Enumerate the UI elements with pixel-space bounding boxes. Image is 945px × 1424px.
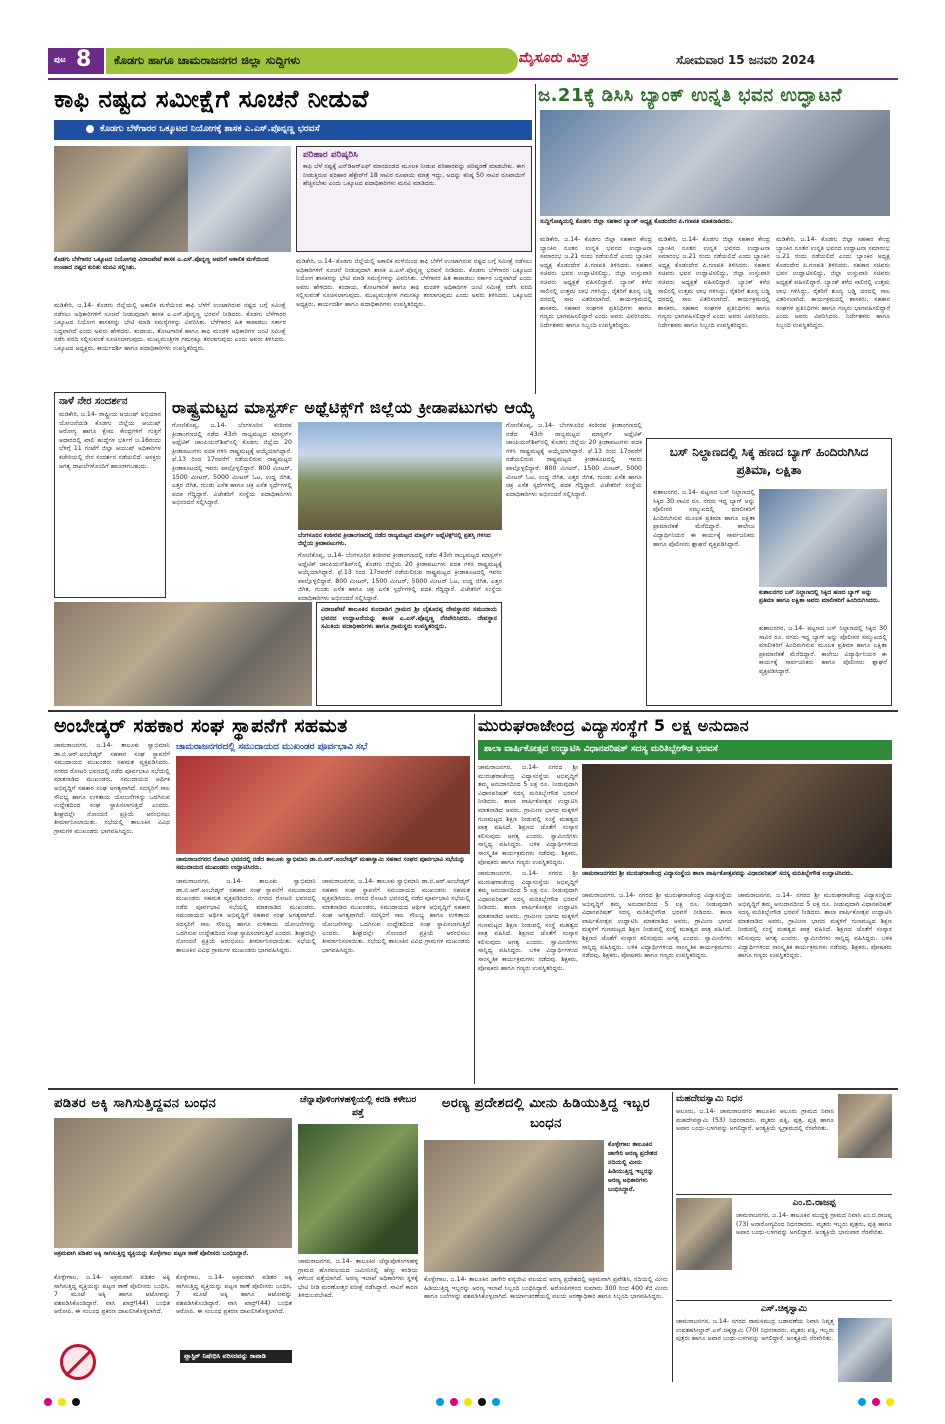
story6-caption: ಚಾಮರಾಜನಗರದ ರೋಟರಿ ಭವನದಲ್ಲಿ ನಡೆದ ತಾಲೂಕು ಸ್ವಾಭಿಮಾನಿ ಡಾ.ಬಿ.ಆರ್.ಅಂಬೇಡ್ಕರ್ ಮಹಾಸ್ವಾಮಿ ಸಹಕಾರ ಸಂಘದ ಪೂರ್ವಭಾವಿ ಸಭೆಯನ್ನು ಸಮುದಾಯದ ಮುಖಂಡರು ಉದ್ಘಾಟಿಸಿದರು. bbox=[176, 856, 466, 871]
cyan-dot-icon bbox=[492, 1398, 500, 1406]
registration-marks bbox=[436, 1398, 510, 1408]
bullet-icon bbox=[86, 125, 94, 133]
obit-rule bbox=[676, 1194, 892, 1195]
story1-subhead-bar bbox=[54, 120, 532, 140]
obituary-1-photo bbox=[838, 1094, 892, 1158]
story8-body-col2: ಕೊಳ್ಳೇಗಾಲ, ಜ.14- ಅಕ್ರಮವಾಗಿ ಪಡಿತರ ಅಕ್ಕಿ ಸಾಗಿಸುತ್ತಿದ್ದ ವ್ಯಕ್ತಿಯನ್ನು ಪಟ್ಟಣ ಠಾಣೆ ಪೊಲೀಸರು ಬಂಧಿಸಿ, 7 ಮೂಟೆ ಅಕ್ಕಿ ಹಾಗೂ ಆಟೋವನ್ನು ವಶಪಡಿಸಿಕೊಂಡಿದ್ದಾರೆ. ವಾಸಿ ಖಾದ್ರ್(44) ಬಂಧಿತ ಆರೋಪಿ. ಈ ಸಂಬಂಧ ಪ್ರಕರಣ ದಾಖಲಿಸಿಕೊಳ್ಳಲಾಗಿದೆ. bbox=[176, 1274, 292, 1316]
story2-headline: ಜ.21ಕ್ಕೆ ಡಿಸಿಸಿ ಬ್ಯಾಂಕ್ ಉನ್ನತಿ ಭವನ ಉದ್ಘಾಟನೆ bbox=[538, 85, 843, 106]
story8-headline: ಪಡಿತರ ಅಕ್ಕಿ ಸಾಗಿಸುತ್ತಿದ್ದವನ ಬಂಧನ bbox=[54, 1096, 217, 1111]
obituary-3-text: ಚಾಮರಾಜನಗರ, ಜ.14- ನಗರದ ರಾಮಸಮುದ್ರ ಬಡಾವಣೆಯ ನಿವಾಸಿ ನಿವೃತ್ತ ಉಪತಹಸೀಲ್ದಾರ್ ಎಸ್.ಚಿಕ್ಕಸ್ವಾಮಿ (70) ನಿಧನರಾದರು. ಮೃತರು ಪತ್ನಿ, ಇಬ್ಬರು ಪುತ್ರರು ಹಾಗೂ ಅಪಾರ ಬಂಧು-ಬಳಗವನ್ನು ಅಗಲಿದ್ದಾರೆ. ಅಂತ್ಯಕ್ರಿಯೆ ನೆರವೇರಿತು. bbox=[676, 1318, 834, 1343]
story4-inset-box bbox=[316, 602, 502, 706]
story4-headline: ರಾಷ್ಟ್ರಮಟ್ಟದ ಮಾಸ್ಟರ್ಸ್ ಅಥ್ಲೆಟಿಕ್ಸ್‌ಗೆ ಜಿಲ್ಲೆಯ ಕ್ರೀಡಾಪಟುಗಳು ಆಯ್ಕೆ bbox=[172, 398, 536, 417]
no-plastic-icon bbox=[60, 1344, 96, 1380]
story1-caption: ಕೊಡಗು ಬೆಳೆಗಾರರ ಒಕ್ಕೂಟದ ನಿಯೋಗವು ವಿರಾಜಪೇಟೆ ಶಾಸಕ ಎ.ಎಸ್.ಪೊನ್ನಣ್ಣ ಅವರಿಗೆ ಅಕಾಲಿಕ ಮಳೆಯಿಂದ ಉಂಟಾದ ನಷ್ಟದ ಕುರಿತು ಮನವಿ ಸಲ್ಲಿಸಿತು. bbox=[54, 256, 269, 271]
story2-body-col1: ಮಡಿಕೇರಿ, ಜ.14- ಕೊಡಗು ಜಿಲ್ಲಾ ಸಹಕಾರ ಕೇಂದ್ರ ಬ್ಯಾಂಕಿನ ನೂತನ ಉನ್ನತಿ ಭವನದ ಉದ್ಘಾಟನಾ ಸಮಾರಂಭ ಜ.21 ರಂದು ನಡೆಯಲಿದೆ ಎಂದು ಬ್ಯಾಂಕಿನ ಅಧ್ಯಕ್ಷ ಕೊಡಂದೇರ ಪಿ.ಗಣಪತಿ ತಿಳಿಸಿದರು. ಸಹಕಾರ ಸಚಿವರು ಭವನ ಉದ್ಘಾಟಿಸಲಿದ್ದು, ಜಿಲ್ಲಾ ಉಸ್ತುವಾರಿ ಸಚಿವರು ಅಧ್ಯಕ್ಷತೆ ವಹಿಸಲಿದ್ದಾರೆ. ಬ್ಯಾಂಕ್ ಕಳೆದ ಸಾಲಿನಲ್ಲಿ ಉತ್ತಮ ಲಾಭ ಗಳಿಸಿದ್ದು, ರೈತರಿಗೆ ಶೂನ್ಯ ಬಡ್ಡಿ ದರದಲ್ಲಿ ಸಾಲ ವಿತರಿಸಲಾಗಿದೆ. ಕಾರ್ಯಕ್ರಮದಲ್ಲಿ ಶಾಸಕರು, ಸಹಕಾರ ಸಂಘಗಳ ಪ್ರತಿನಿಧಿಗಳು ಹಾಗೂ ಗಣ್ಯರು ಭಾಗವಹಿಸಲಿದ್ದಾರೆ ಎಂದು ಅವರು ವಿವರಿಸಿದರು. ನಿರ್ದೇಶಕರು ಹಾಗೂ ಸಿಬ್ಬಂದಿ ಉಪಸ್ಥಿತರಿದ್ದರು. bbox=[540, 236, 652, 329]
story9-body: ಚಾಮರಾಜನಗರ, ಜ.14- ತಾಲೂಕಿನ ಚೆನ್ನಾಪೊಳಿಂಗಳಹಳ್ಳಿ ಗ್ರಾಮದ ಹೊರವಲಯದ ಜಮೀನಿನಲ್ಲಿ ಹೆಣ್ಣು ಕರಡಿಯ ಕಳೇಬರ ಪತ್ತೆಯಾಗಿದೆ. ಅರಣ್ಯ ಇಲಾಖೆ ಅಧಿಕಾರಿಗಳು ಸ್ಥಳಕ್ಕೆ ಭೇಟಿ ನೀಡಿ ಮರಣೋತ್ತರ ಪರೀಕ್ಷೆ ನಡೆಸಿದ್ದಾರೆ. ಸಾವಿಗೆ ಕಾರಣ ತಿಳಿದುಬರಬೇಕಿದೆ. bbox=[298, 1258, 418, 1300]
story2-caption: ಸುದ್ದಿಗೋಷ್ಠಿಯಲ್ಲಿ ಕೊಡಗು ಜಿಲ್ಲಾ ಸಹಕಾರ ಬ್ಯಾಂಕ್ ಅಧ್ಯಕ್ಷ ಕೊಡಂದೇರ ಪಿ.ಗಣಪತಿ ಮಾತನಾಡಿದರು. bbox=[540, 218, 733, 225]
story1-subhead: ಕೊಡಗು ಬೆಳೆಗಾರರ ಒಕ್ಕೂಟದ ನಿಯೋಗಕ್ಕೆ ಶಾಸಕ ಎ.ಎಸ್.ಪೊನ್ನಣ್ಣ ಭರವಸೆ bbox=[100, 124, 320, 134]
story1-sidebox bbox=[296, 146, 532, 252]
story7-subhead: ಶಾಲಾ ವಾರ್ಷಿಕೋತ್ಸವ ಉದ್ಘಾಟಿಸಿ ವಿಧಾನಪರಿಷತ್ ಸದಸ್ಯ ಮರಿತಿಬ್ಬೇಗೌಡ ಭರವಸೆ bbox=[484, 744, 718, 754]
story2-body-col2: ಮಡಿಕೇರಿ, ಜ.14- ಕೊಡಗು ಜಿಲ್ಲಾ ಸಹಕಾರ ಕೇಂದ್ರ ಬ್ಯಾಂಕಿನ ನೂತನ ಉನ್ನತಿ ಭವನದ ಉದ್ಘಾಟನಾ ಸಮಾರಂಭ ಜ.21 ರಂದು ನಡೆಯಲಿದೆ ಎಂದು ಬ್ಯಾಂಕಿನ ಅಧ್ಯಕ್ಷ ಕೊಡಂದೇರ ಪಿ.ಗಣಪತಿ ತಿಳಿಸಿದರು. ಸಹಕಾರ ಸಚಿವರು ಭವನ ಉದ್ಘಾಟಿಸಲಿದ್ದು, ಜಿಲ್ಲಾ ಉಸ್ತುವಾರಿ ಸಚಿವರು ಅಧ್ಯಕ್ಷತೆ ವಹಿಸಲಿದ್ದಾರೆ. ಬ್ಯಾಂಕ್ ಕಳೆದ ಸಾಲಿನಲ್ಲಿ ಉತ್ತಮ ಲಾಭ ಗಳಿಸಿದ್ದು, ರೈತರಿಗೆ ಶೂನ್ಯ ಬಡ್ಡಿ ದರದಲ್ಲಿ ಸಾಲ ವಿತರಿಸಲಾಗಿದೆ. ಕಾರ್ಯಕ್ರಮದಲ್ಲಿ ಶಾಸಕರು, ಸಹಕಾರ ಸಂಘಗಳ ಪ್ರತಿನಿಧಿಗಳು ಹಾಗೂ ಗಣ್ಯರು ಭಾಗವಹಿಸಲಿದ್ದಾರೆ ಎಂದು ಅವರು ವಿವರಿಸಿದರು. ನಿರ್ದೇಶಕರು ಹಾಗೂ ಸಿಬ್ಬಂದಿ ಉಪಸ್ಥಿತರಿದ್ದರು. bbox=[658, 236, 770, 329]
story6-headline: ಅಂಬೇಡ್ಕರ್ ಸಹಕಾರ ಸಂಘ ಸ್ಥಾಪನೆಗೆ ಸಹಮತ bbox=[54, 715, 348, 737]
story6-body-col1: ಚಾಮರಾಜನಗರ, ಜ.14- ತಾಲೂಕು ಸ್ವಾಭಿಮಾನಿ ಡಾ.ಬಿ.ಆರ್.ಅಂಬೇಡ್ಕರ್ ಸಹಕಾರ ಸಂಘ ಸ್ಥಾಪನೆಗೆ ಸಮುದಾಯದ ಮುಖಂಡರು ಸಹಮತ ವ್ಯಕ್ತಪಡಿಸಿದರು. ನಗರದ ರೋಟರಿ ಭವನದಲ್ಲಿ ನಡೆದ ಪೂರ್ವಭಾವಿ ಸಭೆಯಲ್ಲಿ ಮಾತನಾಡಿದ ಮುಖಂಡರು, ಸಮುದಾಯದ ಆರ್ಥಿಕ ಅಭಿವೃದ್ಧಿಗೆ ಸಹಕಾರ ಸಂಘ ಅಗತ್ಯವಾಗಿದೆ. ಸದಸ್ಯರಿಗೆ ಸಾಲ ಸೌಲಭ್ಯ ಹಾಗೂ ಉಳಿತಾಯ ಯೋಜನೆಗಳನ್ನು ಒದಗಿಸುವ ಉದ್ದೇಶದಿಂದ ಸಂಘ ಸ್ಥಾಪಿಸಲಾಗುತ್ತಿದೆ ಎಂದರು. ಶೀಘ್ರದಲ್ಲೇ ನೋಂದಣಿ ಪ್ರಕ್ರಿಯೆ ಆರಂಭಿಸಲು ತೀರ್ಮಾನಿಸಲಾಯಿತು. ಸಭೆಯಲ್ಲಿ ತಾಲೂಕಿನ ವಿವಿಧ ಗ್ರಾಮಗಳ ಮುಖಂಡರು ಭಾಗವಹಿಸಿದ್ದರು. bbox=[54, 742, 170, 835]
story3-box bbox=[54, 392, 166, 598]
story4-inset-photo bbox=[54, 602, 312, 706]
story1-body: ಮಡಿಕೇರಿ, ಜ.14- ಕೊಡಗು ಜಿಲ್ಲೆಯಲ್ಲಿ ಅಕಾಲಿಕ ಮಳೆಯಿಂದ ಕಾಫಿ ಬೆಳೆಗೆ ಉಂಟಾಗಿರುವ ನಷ್ಟದ ಬಗ್ಗೆ ಸಮೀಕ್ಷೆ ನಡೆಸಲು ಅಧಿಕಾರಿಗಳಿಗೆ ಸೂಚನೆ ನೀಡುವುದಾಗಿ ಶಾಸಕ ಎ.ಎಸ್.ಪೊನ್ನಣ್ಣ ಭರವಸೆ ನೀಡಿದರು. ಕೊಡಗು ಬೆಳೆಗಾರರ ಒಕ್ಕೂಟದ ನಿಯೋಗ ಶಾಸಕರನ್ನು ಭೇಟಿ ಮಾಡಿ ಸಮಸ್ಯೆಗಳನ್ನು ವಿವರಿಸಿತು. ಬೆಳೆಗಾರರ ಹಿತ ಕಾಪಾಡಲು ಸರ್ಕಾರ ಬದ್ಧವಾಗಿದೆ ಎಂದು ಅವರು ಹೇಳಿದರು. ಕಂದಾಯ, ತೋಟಗಾರಿಕೆ ಹಾಗೂ ಕಾಫಿ ಮಂಡಳಿ ಅಧಿಕಾರಿಗಳ ಜಂಟಿ ಸಮೀಕ್ಷೆ ನಡೆಸಿ ವರದಿ ಸಲ್ಲಿಸುವಂತೆ ಸೂಚಿಸಲಾಗುವುದು. ಮುಖ್ಯಮಂತ್ರಿಗಳ ಗಮನಕ್ಕೂ ತರಲಾಗುವುದು ಎಂದು ಅವರು ತಿಳಿಸಿದರು. ಒಕ್ಕೂಟದ ಅಧ್ಯಕ್ಷರು, ಕಾರ್ಯದರ್ಶಿ ಹಾಗೂ ಪದಾಧಿಕಾರಿಗಳು ಉಪಸ್ಥಿತರಿದ್ದರು. bbox=[296, 258, 532, 308]
obituary-2-photo bbox=[676, 1198, 732, 1270]
section-title-bar bbox=[106, 48, 518, 74]
story7-subhead-bar bbox=[478, 740, 892, 760]
no-plastic-slash bbox=[65, 1349, 93, 1377]
story4-inset-text: ವಿರಾಜಪೇಟೆ ತಾಲೂಕಿನ ಕುಂದಾಡಿಗ ಗ್ರಾಮದ ಶ್ರೀ ಬೈತೂರಪ್ಪ ದೇವಸ್ಥಾನದ ಸಮುದಾಯ ಭವನದ ಉದ್ಘಾಟನೆಯನ್ನು ಶಾಸಕ ಎ.ಎಸ್.ಪೊನ್ನಣ್ಣ ನೆರವೇರಿಸಿದರು. ದೇವಸ್ಥಾನ ಸಮಿತಿಯ ಪದಾಧಿಕಾರಿಗಳು ಹಾಗೂ ಗ್ರಾಮಸ್ಥರು ಉಪಸ್ಥಿತರಿದ್ದರು. bbox=[321, 606, 497, 631]
section-rule bbox=[48, 1088, 898, 1090]
masthead-logo: ಮೈಸೂರು ಮಿತ್ರ bbox=[518, 50, 588, 66]
col-rule bbox=[474, 714, 475, 1084]
story7-body-col1: ಚಾಮರಾಜನಗರ, ಜ.14- ನಗರದ ಶ್ರೀ ಮುರುಘರಾಜೇಂದ್ರ ವಿದ್ಯಾಸಂಸ್ಥೆಯ ಅಭಿವೃದ್ಧಿಗೆ ತಮ್ಮ ಅನುದಾನದಿಂದ 5 ಲಕ್ಷ ರೂ. ನೀಡುವುದಾಗಿ ವಿಧಾನಪರಿಷತ್ ಸದಸ್ಯ ಮರಿತಿಬ್ಬೇಗೌಡ ಭರವಸೆ ನೀಡಿದರು. ಶಾಲಾ ವಾರ್ಷಿಕೋತ್ಸವ ಉದ್ಘಾಟಿಸಿ ಮಾತನಾಡಿದ ಅವರು, ಗ್ರಾಮೀಣ ಭಾಗದ ಮಕ್ಕಳಿಗೆ ಗುಣಮಟ್ಟದ ಶಿಕ್ಷಣ ನೀಡುವಲ್ಲಿ ಸಂಸ್ಥೆ ಮಹತ್ವದ ಪಾತ್ರ ವಹಿಸಿದೆ. ಶಿಕ್ಷಣದ ಜೊತೆಗೆ ಸಂಸ್ಕಾರ ಕಲಿಸುವುದು ಅಗತ್ಯ ಎಂದರು. ಸ್ವಾಮೀಜಿಗಳು ಸಾನ್ನಿಧ್ಯ ವಹಿಸಿದ್ದರು. ಬಳಿಕ ವಿದ್ಯಾರ್ಥಿಗಳಿಂದ ಸಾಂಸ್ಕೃತಿಕ ಕಾರ್ಯಕ್ರಮಗಳು ನಡೆದವು. ಶಿಕ್ಷಕರು, ಪೋಷಕರು ಹಾಗೂ ಗಣ್ಯರು ಉಪಸ್ಥಿತರಿದ್ದರು. bbox=[478, 764, 578, 866]
story7-body-col2: ಚಾಮರಾಜನಗರ, ಜ.14- ನಗರದ ಶ್ರೀ ಮುರುಘರಾಜೇಂದ್ರ ವಿದ್ಯಾಸಂಸ್ಥೆಯ ಅಭಿವೃದ್ಧಿಗೆ ತಮ್ಮ ಅನುದಾನದಿಂದ 5 ಲಕ್ಷ ರೂ. ನೀಡುವುದಾಗಿ ವಿಧಾನಪರಿಷತ್ ಸದಸ್ಯ ಮರಿತಿಬ್ಬೇಗೌಡ ಭರವಸೆ ನೀಡಿದರು. ಶಾಲಾ ವಾರ್ಷಿಕೋತ್ಸವ ಉದ್ಘಾಟಿಸಿ ಮಾತನಾಡಿದ ಅವರು, ಗ್ರಾಮೀಣ ಭಾಗದ ಮಕ್ಕಳಿಗೆ ಗುಣಮಟ್ಟದ ಶಿಕ್ಷಣ ನೀಡುವಲ್ಲಿ ಸಂಸ್ಥೆ ಮಹತ್ವದ ಪಾತ್ರ ವಹಿಸಿದೆ. ಶಿಕ್ಷಣದ ಜೊತೆಗೆ ಸಂಸ್ಕಾರ ಕಲಿಸುವುದು ಅಗತ್ಯ ಎಂದರು. ಸ್ವಾಮೀಜಿಗಳು ಸಾನ್ನಿಧ್ಯ ವಹಿಸಿದ್ದರು. ಬಳಿಕ ವಿದ್ಯಾರ್ಥಿಗಳಿಂದ ಸಾಂಸ್ಕೃತಿಕ ಕಾರ್ಯಕ್ರಮಗಳು ನಡೆದವು. ಶಿಕ್ಷಕರು, ಪೋಷಕರು ಹಾಗೂ ಗಣ್ಯರು ಉಪಸ್ಥಿತರಿದ್ದರು. bbox=[478, 870, 578, 972]
story8-photo bbox=[54, 1118, 292, 1248]
story1-box-text: ಕಾಫಿ ಬೆಳೆ ನಷ್ಟಕ್ಕೆ ಎನ್‌ಡಿಆರ್‌ಎಫ್ ಮಾನದಂಡದ ಮೂಲಕ ನೀಡುವ ಪರಿಹಾರವನ್ನು ಪರಿಷ್ಕರಣೆ ಮಾಡಬೇಕು. ಈಗ ನೀಡುತ್ತಿರುವ ಪರಿಹಾರ ಹೆಕ್ಟೇರ್‌ಗೆ 18 ಸಾವಿರ ರೂಪಾಯಿ ಮಾತ್ರ ಇದ್ದು, ಅದನ್ನು ಕನಿಷ್ಠ 50 ಸಾವಿರ ರೂಪಾಯಿಗೆ ಹೆಚ್ಚಿಸಬೇಕು ಎಂದು ಒಕ್ಕೂಟದ ಪದಾಧಿಕಾರಿಗಳು ಮನವಿ ಮಾಡಿದರು. bbox=[303, 163, 525, 188]
obituary-3-name: ಎಸ್.ಚಿಕ್ಕಸ್ವಾಮಿ bbox=[760, 1304, 808, 1314]
yellow-dot-icon bbox=[58, 1398, 66, 1406]
registration-marks-right bbox=[858, 1398, 898, 1408]
story5-box bbox=[646, 438, 892, 706]
story4-body-col3: ಗೋಣಿಕೊಪ್ಪ, ಜ.14- ಬೆಂಗಳೂರಿನ ಕಂಠೀರವ ಕ್ರೀಡಾಂಗಣದಲ್ಲಿ ನಡೆದ 43ನೇ ರಾಜ್ಯಮಟ್ಟದ ಮಾಸ್ಟರ್ಸ್ ಅಥ್ಲೆಟಿಕ್ ಚಾಂಪಿಯನ್‌ಶಿಪ್‌ನಲ್ಲಿ ಕೊಡಗು ಜಿಲ್ಲೆಯ 20 ಕ್ರೀಡಾಪಟುಗಳು ಪದಕ ಗಳಿಸಿ ರಾಷ್ಟ್ರಮಟ್ಟಕ್ಕೆ ಆಯ್ಕೆಯಾಗಿದ್ದಾರೆ. ಫೆ.13 ರಿಂದ 17ರವರೆಗೆ ನಡೆಯಲಿರುವ ರಾಷ್ಟ್ರಮಟ್ಟದ ಕ್ರೀಡಾಕೂಟದಲ್ಲಿ ಇವರು ಪಾಲ್ಗೊಳ್ಳಲಿದ್ದಾರೆ. 800 ಮೀಟರ್, 1500 ಮೀಟರ್, 5000 ಮೀಟರ್ ಓಟ, ಉದ್ದ ಜಿಗಿತ, ಎತ್ತರ ಜಿಗಿತ, ಗುಂಡು ಎಸೆತ ಹಾಗೂ ಚಕ್ರ ಎಸೆತ ಸ್ಪರ್ಧೆಗಳಲ್ಲಿ ಪದಕ ಗೆದ್ದಿದ್ದಾರೆ. ವಿಜೇತರಿಗೆ ಸಂಸ್ಥೆಯ ಪದಾಧಿಕಾರಿಗಳು ಅಭಿನಂದನೆ ಸಲ್ಲಿಸಿದ್ದಾರೆ. bbox=[506, 422, 642, 498]
story5-photo bbox=[759, 489, 887, 587]
section-title: ಕೊಡಗು ಹಾಗೂ ಚಾಮರಾಜನಗರ ಜಿಲ್ಲಾ ಸುದ್ದಿಗಳು bbox=[114, 53, 301, 67]
story4-caption: ಬೆಂಗಳೂರಿನ ಕಂಠೀರವ ಕ್ರೀಡಾಂಗಣದಲ್ಲಿ ನಡೆದ ರಾಜ್ಯಮಟ್ಟದ ಮಾಸ್ಟರ್ಸ್ ಅಥ್ಲೆಟಿಕ್ಸ್‌ನಲ್ಲಿ ಪ್ರಶಸ್ತಿ ಗಳಿಸಿದ ಜಿಲ್ಲೆಯ ಕ್ರೀಡಾಪಟುಗಳು. bbox=[298, 532, 491, 547]
obituary-3 bbox=[676, 1304, 892, 1384]
story10-body: ಕೊಳ್ಳೇಗಾಲ, ಜ.14- ತಾಲೂಕಿನ ಜಾಗೇರಿ ವನ್ಯಜೀವಿ ವಲಯದ ಅರಣ್ಯ ಪ್ರದೇಶದಲ್ಲಿ ಅಕ್ರಮವಾಗಿ ಪ್ರವೇಶಿಸಿ, ನದಿಯಲ್ಲಿ ಮೀನು ಹಿಡಿಯುತ್ತಿದ್ದ ಇಬ್ಬರನ್ನು ಅರಣ್ಯ ಇಲಾಖೆ ಸಿಬ್ಬಂದಿ ಬಂಧಿಸಿದ್ದಾರೆ. ಆರೋಪಿಗಳಿಂದ ಸುಮಾರು 300 ರಿಂದ 400 ಕೆಜಿ ಮೀನು ಹಾಗೂ ಬಲೆಗಳನ್ನು ವಶಪಡಿಸಿಕೊಳ್ಳಲಾಗಿದೆ. ಕಾರ್ಯಾಚರಣೆಯಲ್ಲಿ ವಲಯ ಅರಣ್ಯಾಧಿಕಾರಿ ಹಾಗೂ ಸಿಬ್ಬಂದಿ ಭಾಗವಹಿಸಿದ್ದರು. bbox=[424, 1276, 668, 1301]
story2-photo bbox=[540, 110, 890, 216]
story3-body: ಮಡಿಕೇರಿ, ಜ.14- ರಾಷ್ಟ್ರೀಯ ಆಯುಷ್ ಅಭಿಯಾನ ಯೋಜನೆಯಡಿ ಕೊಡಗು ಜಿಲ್ಲೆಯ ಆಯುಷ್ ಆರೋಗ್ಯ ಹಾಗೂ ಕ್ಷೇಮ ಕೇಂದ್ರಗಳಿಗೆ ಗುತ್ತಿಗೆ ಆಧಾರದಲ್ಲಿ ಖಾಲಿ ಹುದ್ದೆಗಳ ಭರ್ತಿಗೆ ಜ.16ರಂದು ಬೆಳಿಗ್ಗೆ 11 ಗಂಟೆಗೆ ಜಿಲ್ಲಾ ಆಯುಷ್ ಅಧಿಕಾರಿಗಳ ಕಚೇರಿಯಲ್ಲಿ ನೇರ ಸಂದರ್ಶನ ನಡೆಯಲಿದೆ. ಆಸಕ್ತರು ಅಗತ್ಯ ದಾಖಲೆಗಳೊಂದಿಗೆ ಹಾಜರಾಗಬಹುದು. bbox=[59, 411, 162, 470]
obituary-1 bbox=[676, 1094, 892, 1192]
story9-box bbox=[298, 1094, 418, 1382]
cyan-dot-icon bbox=[858, 1398, 866, 1406]
obituary-3-photo bbox=[838, 1318, 892, 1382]
story6-body-col2: ಚಾಮರಾಜನಗರ, ಜ.14- ತಾಲೂಕು ಸ್ವಾಭಿಮಾನಿ ಡಾ.ಬಿ.ಆರ್.ಅಂಬೇಡ್ಕರ್ ಸಹಕಾರ ಸಂಘ ಸ್ಥಾಪನೆಗೆ ಸಮುದಾಯದ ಮುಖಂಡರು ಸಹಮತ ವ್ಯಕ್ತಪಡಿಸಿದರು. ನಗರದ ರೋಟರಿ ಭವನದಲ್ಲಿ ನಡೆದ ಪೂರ್ವಭಾವಿ ಸಭೆಯಲ್ಲಿ ಮಾತನಾಡಿದ ಮುಖಂಡರು, ಸಮುದಾಯದ ಆರ್ಥಿಕ ಅಭಿವೃದ್ಧಿಗೆ ಸಹಕಾರ ಸಂಘ ಅಗತ್ಯವಾಗಿದೆ. ಸದಸ್ಯರಿಗೆ ಸಾಲ ಸೌಲಭ್ಯ ಹಾಗೂ ಉಳಿತಾಯ ಯೋಜನೆಗಳನ್ನು ಒದಗಿಸುವ ಉದ್ದೇಶದಿಂದ ಸಂಘ ಸ್ಥಾಪಿಸಲಾಗುತ್ತಿದೆ ಎಂದರು. ಶೀಘ್ರದಲ್ಲೇ ನೋಂದಣಿ ಪ್ರಕ್ರಿಯೆ ಆರಂಭಿಸಲು ತೀರ್ಮಾನಿಸಲಾಯಿತು. ಸಭೆಯಲ್ಲಿ ತಾಲೂಕಿನ ವಿವಿಧ ಗ್ರಾಮಗಳ ಮುಖಂಡರು ಭಾಗವಹಿಸಿದ್ದರು. bbox=[176, 878, 316, 954]
magenta-dot-icon bbox=[44, 1398, 52, 1406]
magenta-dot-icon bbox=[450, 1398, 458, 1406]
obituary-1-text: ಆಲೂರು, ಜ.14- ಚಾಮರಾಜನಗರ ತಾಲೂಕಿನ ಆಲೂರು ಗ್ರಾಮದ ನಿವಾಸಿ ಮಹದೇವಸ್ವಾಮಿ (53) ನಿಧನರಾದರು. ಮೃತರು ಪತ್ನಿ, ಪುತ್ರ, ಪುತ್ರಿ ಹಾಗೂ ಅಪಾರ ಬಂಧು-ಬಳಗವನ್ನು ಅಗಲಿದ್ದಾರೆ. ಅಂತ್ಯಕ್ರಿಯೆ ಸ್ವಗ್ರಾಮದಲ್ಲಿ ನೆರವೇರಿತು. bbox=[676, 1108, 834, 1133]
story10-photo bbox=[424, 1140, 604, 1272]
obituary-2-text: ಚಾಮರಾಜನಗರ, ಜ.14- ತಾಲೂಕಿನ ಮುದ್ದಳ್ಳಿ ಗ್ರಾಮದ ನಿವಾಸಿ ಎಂ.ಬಿ.ರಾಜಪ್ಪ (73) ಅನಾರೋಗ್ಯದಿಂದ ನಿಧನರಾದರು. ಮೃತರು ಇಬ್ಬರು ಪುತ್ರರು, ಪುತ್ರಿ ಹಾಗೂ ಅಪಾರ ಬಂಧು-ಬಳಗವನ್ನು ಅಗಲಿದ್ದಾರೆ. ಅಂತ್ಯಕ್ರಿಯೆ ಭಾನುವಾರ ನೆರವೇರಿತು. bbox=[736, 1212, 892, 1237]
page-number: 8 bbox=[76, 47, 92, 72]
story6-photo-title: ಚಾಮರಾಜನಗರದಲ್ಲಿ ಸಮುದಾಯದ ಮುಖಂಡರ ಪೂರ್ವಭಾವಿ ಸಭೆ bbox=[176, 742, 368, 752]
story4-body-col2: ಗೋಣಿಕೊಪ್ಪ, ಜ.14- ಬೆಂಗಳೂರಿನ ಕಂಠೀರವ ಕ್ರೀಡಾಂಗಣದಲ್ಲಿ ನಡೆದ 43ನೇ ರಾಜ್ಯಮಟ್ಟದ ಮಾಸ್ಟರ್ಸ್ ಅಥ್ಲೆಟಿಕ್ ಚಾಂಪಿಯನ್‌ಶಿಪ್‌ನಲ್ಲಿ ಕೊಡಗು ಜಿಲ್ಲೆಯ 20 ಕ್ರೀಡಾಪಟುಗಳು ಪದಕ ಗಳಿಸಿ ರಾಷ್ಟ್ರಮಟ್ಟಕ್ಕೆ ಆಯ್ಕೆಯಾಗಿದ್ದಾರೆ. ಫೆ.13 ರಿಂದ 17ರವರೆಗೆ ನಡೆಯಲಿರುವ ರಾಷ್ಟ್ರಮಟ್ಟದ ಕ್ರೀಡಾಕೂಟದಲ್ಲಿ ಇವರು ಪಾಲ್ಗೊಳ್ಳಲಿದ್ದಾರೆ. 800 ಮೀಟರ್, 1500 ಮೀಟರ್, 5000 ಮೀಟರ್ ಓಟ, ಉದ್ದ ಜಿಗಿತ, ಎತ್ತರ ಜಿಗಿತ, ಗುಂಡು ಎಸೆತ ಹಾಗೂ ಚಕ್ರ ಎಸೆತ ಸ್ಪರ್ಧೆಗಳಲ್ಲಿ ಪದಕ ಗೆದ್ದಿದ್ದಾರೆ. ವಿಜೇತರಿಗೆ ಸಂಸ್ಥೆಯ ಪದಾಧಿಕಾರಿಗಳು ಅಭಿನಂದನೆ ಸಲ್ಲಿಸಿದ್ದಾರೆ. bbox=[298, 552, 502, 602]
page-header bbox=[48, 48, 898, 76]
black-dot-icon bbox=[478, 1398, 486, 1406]
story4-photo bbox=[298, 422, 502, 530]
story7-headline: ಮುರುಘರಾಜೇಂದ್ರ ವಿದ್ಯಾಸಂಸ್ಥೆಗೆ 5 ಲಕ್ಷ ಅನುದಾನ bbox=[478, 716, 750, 735]
story8-body-col1: ಕೊಳ್ಳೇಗಾಲ, ಜ.14- ಅಕ್ರಮವಾಗಿ ಪಡಿತರ ಅಕ್ಕಿ ಸಾಗಿಸುತ್ತಿದ್ದ ವ್ಯಕ್ತಿಯನ್ನು ಪಟ್ಟಣ ಠಾಣೆ ಪೊಲೀಸರು ಬಂಧಿಸಿ, 7 ಮೂಟೆ ಅಕ್ಕಿ ಹಾಗೂ ಆಟೋವನ್ನು ವಶಪಡಿಸಿಕೊಂಡಿದ್ದಾರೆ. ವಾಸಿ ಖಾದ್ರ್(44) ಬಂಧಿತ ಆರೋಪಿ. ಈ ಸಂಬಂಧ ಪ್ರಕರಣ ದಾಖಲಿಸಿಕೊಳ್ಳಲಾಗಿದೆ. bbox=[54, 1274, 170, 1316]
story9-photo bbox=[298, 1124, 418, 1254]
story10-side-caption: ಕೊಳ್ಳೇಗಾಲ ತಾಲೂಕಿನ ಜಾಗೇರಿ ಅರಣ್ಯ ಪ್ರದೇಶದ ನದಿಯಲ್ಲಿ ಮೀನು ಹಿಡಿಯುತ್ತಿದ್ದ ಇಬ್ಬರನ್ನು ಅರಣ್ಯ ಅಧಿಕಾರಿಗಳು ಬಂಧಿಸಿದ್ದಾರೆ. bbox=[608, 1141, 658, 1193]
obituary-2 bbox=[676, 1198, 892, 1298]
col-rule bbox=[535, 84, 536, 394]
registration-marks-left bbox=[44, 1398, 84, 1408]
yellow-dot-icon bbox=[886, 1398, 894, 1406]
story8-caption: ಅಕ್ರಮವಾಗಿ ಪಡಿತರ ಅಕ್ಕಿ ಸಾಗಿಸುತ್ತಿದ್ದ ವ್ಯಕ್ತಿಯನ್ನು ಕೊಳ್ಳೇಗಾಲ ಪಟ್ಟಣ ಠಾಣೆ ಪೊಲೀಸರು ಬಂಧಿಸಿದ್ದಾರೆ. bbox=[54, 1250, 249, 1257]
yellow-dot-icon bbox=[464, 1398, 472, 1406]
black-dot-icon bbox=[72, 1398, 80, 1406]
story9-headline: ಚೆನ್ನಾಪೊಳಿಂಗಳಹಳ್ಳಿಯಲ್ಲಿ ಕರಡಿ ಕಳೇಬರ ಪತ್ತೆ bbox=[299, 1095, 417, 1118]
story5-headline: ಬಸ್ ನಿಲ್ದಾಣದಲ್ಲಿ ಸಿಕ್ಕ ಹಣದ ಬ್ಯಾಗ್ ಹಿಂದಿರುಗಿಸಿದ ಪ್ರತಿಮಾ, ಲಕ್ಷಿತಾ bbox=[669, 445, 869, 477]
story7-photo bbox=[582, 764, 892, 868]
story6-body-col3: ಚಾಮರಾಜನಗರ, ಜ.14- ತಾಲೂಕು ಸ್ವಾಭಿಮಾನಿ ಡಾ.ಬಿ.ಆರ್.ಅಂಬೇಡ್ಕರ್ ಸಹಕಾರ ಸಂಘ ಸ್ಥಾಪನೆಗೆ ಸಮುದಾಯದ ಮುಖಂಡರು ಸಹಮತ ವ್ಯಕ್ತಪಡಿಸಿದರು. ನಗರದ ರೋಟರಿ ಭವನದಲ್ಲಿ ನಡೆದ ಪೂರ್ವಭಾವಿ ಸಭೆಯಲ್ಲಿ ಮಾತನಾಡಿದ ಮುಖಂಡರು, ಸಮುದಾಯದ ಆರ್ಥಿಕ ಅಭಿವೃದ್ಧಿಗೆ ಸಹಕಾರ ಸಂಘ ಅಗತ್ಯವಾಗಿದೆ. ಸದಸ್ಯರಿಗೆ ಸಾಲ ಸೌಲಭ್ಯ ಹಾಗೂ ಉಳಿತಾಯ ಯೋಜನೆಗಳನ್ನು ಒದಗಿಸುವ ಉದ್ದೇಶದಿಂದ ಸಂಘ ಸ್ಥಾಪಿಸಲಾಗುತ್ತಿದೆ ಎಂದರು. ಶೀಘ್ರದಲ್ಲೇ ನೋಂದಣಿ ಪ್ರಕ್ರಿಯೆ ಆರಂಭಿಸಲು ತೀರ್ಮಾನಿಸಲಾಯಿತು. ಸಭೆಯಲ್ಲಿ ತಾಲೂಕಿನ ವಿವಿಧ ಗ್ರಾಮಗಳ ಮುಖಂಡರು ಭಾಗವಹಿಸಿದ್ದರು. bbox=[322, 878, 470, 954]
story7-body-col3: ಚಾಮರಾಜನಗರ, ಜ.14- ನಗರದ ಶ್ರೀ ಮುರುಘರಾಜೇಂದ್ರ ವಿದ್ಯಾಸಂಸ್ಥೆಯ ಅಭಿವೃದ್ಧಿಗೆ ತಮ್ಮ ಅನುದಾನದಿಂದ 5 ಲಕ್ಷ ರೂ. ನೀಡುವುದಾಗಿ ವಿಧಾನಪರಿಷತ್ ಸದಸ್ಯ ಮರಿತಿಬ್ಬೇಗೌಡ ಭರವಸೆ ನೀಡಿದರು. ಶಾಲಾ ವಾರ್ಷಿಕೋತ್ಸವ ಉದ್ಘಾಟಿಸಿ ಮಾತನಾಡಿದ ಅವರು, ಗ್ರಾಮೀಣ ಭಾಗದ ಮಕ್ಕಳಿಗೆ ಗುಣಮಟ್ಟದ ಶಿಕ್ಷಣ ನೀಡುವಲ್ಲಿ ಸಂಸ್ಥೆ ಮಹತ್ವದ ಪಾತ್ರ ವಹಿಸಿದೆ. ಶಿಕ್ಷಣದ ಜೊತೆಗೆ ಸಂಸ್ಕಾರ ಕಲಿಸುವುದು ಅಗತ್ಯ ಎಂದರು. ಸ್ವಾಮೀಜಿಗಳು ಸಾನ್ನಿಧ್ಯ ವಹಿಸಿದ್ದರು. ಬಳಿಕ ವಿದ್ಯಾರ್ಥಿಗಳಿಂದ ಸಾಂಸ್ಕೃತಿಕ ಕಾರ್ಯಕ್ರಮಗಳು ನಡೆದವು. ಶಿಕ್ಷಕರು, ಪೋಷಕರು ಹಾಗೂ ಗಣ್ಯರು ಉಪಸ್ಥಿತರಿದ್ದರು. bbox=[582, 892, 732, 960]
story1-photo-2 bbox=[188, 146, 291, 252]
obit-rule bbox=[676, 1300, 892, 1301]
story1-photo bbox=[54, 146, 188, 252]
story5-caption: ಕುಶಾಲನಗರ ಬಸ್ ನಿಲ್ದಾಣದಲ್ಲಿ ಸಿಕ್ಕಿದ ಹಣದ ಬ್ಯಾಗ್ ಅನ್ನು ಪ್ರತಿಮಾ ಹಾಗೂ ಲಕ್ಷಿತಾ ಅವರು ಮಾಲೀಕರಿಗೆ ಹಿಂದಿರುಗಿಸಿದರು. bbox=[759, 589, 880, 604]
story3-headline: ನಾಳೆ ನೇರ ಸಂದರ್ಶನ bbox=[59, 396, 128, 407]
story7-caption: ಚಾಮರಾಜನಗರದ ಶ್ರೀ ಮುರುಘರಾಜೇಂದ್ರ ವಿದ್ಯಾಸಂಸ್ಥೆಯ ಶಾಲಾ ವಾರ್ಷಿಕೋತ್ಸವವನ್ನು ವಿಧಾನಪರಿಷತ್ ಸದಸ್ಯ ಮರಿತಿಬ್ಬೇಗೌಡ ಉದ್ಘಾಟಿಸಿದರು. bbox=[582, 870, 854, 877]
story10-headline: ಅರಣ್ಯ ಪ್ರದೇಶದಲ್ಲಿ ಮೀನು ಹಿಡಿಯುತ್ತಿದ್ದ ಇಬ್ಬರ ಬಂಧನ bbox=[441, 1096, 651, 1131]
story4-body-col1: ಗೋಣಿಕೊಪ್ಪ, ಜ.14- ಬೆಂಗಳೂರಿನ ಕಂಠೀರವ ಕ್ರೀಡಾಂಗಣದಲ್ಲಿ ನಡೆದ 43ನೇ ರಾಜ್ಯಮಟ್ಟದ ಮಾಸ್ಟರ್ಸ್ ಅಥ್ಲೆಟಿಕ್ ಚಾಂಪಿಯನ್‌ಶಿಪ್‌ನಲ್ಲಿ ಕೊಡಗು ಜಿಲ್ಲೆಯ 20 ಕ್ರೀಡಾಪಟುಗಳು ಪದಕ ಗಳಿಸಿ ರಾಷ್ಟ್ರಮಟ್ಟಕ್ಕೆ ಆಯ್ಕೆಯಾಗಿದ್ದಾರೆ. ಫೆ.13 ರಿಂದ 17ರವರೆಗೆ ನಡೆಯಲಿರುವ ರಾಷ್ಟ್ರಮಟ್ಟದ ಕ್ರೀಡಾಕೂಟದಲ್ಲಿ ಇವರು ಪಾಲ್ಗೊಳ್ಳಲಿದ್ದಾರೆ. 800 ಮೀಟರ್, 1500 ಮೀಟರ್, 5000 ಮೀಟರ್ ಓಟ, ಉದ್ದ ಜಿಗಿತ, ಎತ್ತರ ಜಿಗಿತ, ಗುಂಡು ಎಸೆತ ಹಾಗೂ ಚಕ್ರ ಎಸೆತ ಸ್ಪರ್ಧೆಗಳಲ್ಲಿ ಪದಕ ಗೆದ್ದಿದ್ದಾರೆ. ವಿಜೇತರಿಗೆ ಸಂಸ್ಥೆಯ ಪದಾಧಿಕಾರಿಗಳು ಅಭಿನಂದನೆ ಸಲ್ಲಿಸಿದ್ದಾರೆ. bbox=[172, 422, 292, 507]
section-rule bbox=[48, 710, 898, 712]
story2-body-col3: ಮಡಿಕೇರಿ, ಜ.14- ಕೊಡಗು ಜಿಲ್ಲಾ ಸಹಕಾರ ಕೇಂದ್ರ ಬ್ಯಾಂಕಿನ ನೂತನ ಉನ್ನತಿ ಭವನದ ಉದ್ಘಾಟನಾ ಸಮಾರಂಭ ಜ.21 ರಂದು ನಡೆಯಲಿದೆ ಎಂದು ಬ್ಯಾಂಕಿನ ಅಧ್ಯಕ್ಷ ಕೊಡಂದೇರ ಪಿ.ಗಣಪತಿ ತಿಳಿಸಿದರು. ಸಹಕಾರ ಸಚಿವರು ಭವನ ಉದ್ಘಾಟಿಸಲಿದ್ದು, ಜಿಲ್ಲಾ ಉಸ್ತುವಾರಿ ಸಚಿವರು ಅಧ್ಯಕ್ಷತೆ ವಹಿಸಲಿದ್ದಾರೆ. ಬ್ಯಾಂಕ್ ಕಳೆದ ಸಾಲಿನಲ್ಲಿ ಉತ್ತಮ ಲಾಭ ಗಳಿಸಿದ್ದು, ರೈತರಿಗೆ ಶೂನ್ಯ ಬಡ್ಡಿ ದರದಲ್ಲಿ ಸಾಲ ವಿತರಿಸಲಾಗಿದೆ. ಕಾರ್ಯಕ್ರಮದಲ್ಲಿ ಶಾಸಕರು, ಸಹಕಾರ ಸಂಘಗಳ ಪ್ರತಿನಿಧಿಗಳು ಹಾಗೂ ಗಣ್ಯರು ಭಾಗವಹಿಸಲಿದ್ದಾರೆ ಎಂದು ಅವರು ವಿವರಿಸಿದರು. ನಿರ್ದೇಶಕರು ಹಾಗೂ ಸಿಬ್ಬಂದಿ ಉಪಸ್ಥಿತರಿದ್ದರು. bbox=[776, 236, 890, 329]
header-rule bbox=[48, 78, 898, 80]
magenta-dot-icon bbox=[872, 1398, 880, 1406]
obituary-2-name: ಎಂ.ಬಿ.ರಾಜಪ್ಪ bbox=[792, 1198, 836, 1208]
story5-body-col1: ಕುಶಾಲನಗರ, ಜ.14- ಪಟ್ಟಣದ ಬಸ್ ನಿಲ್ದಾಣದಲ್ಲಿ ಸಿಕ್ಕಿದ 30 ಸಾವಿರ ರೂ. ನಗದು ಇದ್ದ ಬ್ಯಾಗ್ ಅನ್ನು ಪೊಲೀಸರ ಸಮ್ಮುಖದಲ್ಲಿ ಮಾಲೀಕರಿಗೆ ಹಿಂದಿರುಗಿಸುವ ಮೂಲಕ ಪ್ರತಿಮಾ ಹಾಗೂ ಲಕ್ಷಿತಾ ಪ್ರಾಮಾಣಿಕತೆ ಮೆರೆದಿದ್ದಾರೆ. ಕಾಲೇಜು ವಿದ್ಯಾರ್ಥಿನಿಯರ ಈ ಕಾರ್ಯಕ್ಕೆ ಸಾರ್ವಜನಿಕರು ಹಾಗೂ ಪೊಲೀಸರು ಶ್ಲಾಘನೆ ವ್ಯಕ್ತಪಡಿಸಿದ್ದಾರೆ. bbox=[653, 489, 755, 548]
story1-box-title: ಪರಿಹಾರ ಪರಿಷ್ಕರಿಸಿ bbox=[303, 150, 358, 160]
story6-photo bbox=[176, 756, 470, 854]
page-date: ಸೋಮವಾರ 15 ಜನವರಿ 2024 bbox=[676, 53, 816, 67]
cyan-dot-icon bbox=[436, 1398, 444, 1406]
page-label: ಪುಟ bbox=[54, 55, 66, 64]
story1-body-cont: ಮಡಿಕೇರಿ, ಜ.14- ಕೊಡಗು ಜಿಲ್ಲೆಯಲ್ಲಿ ಅಕಾಲಿಕ ಮಳೆಯಿಂದ ಕಾಫಿ ಬೆಳೆಗೆ ಉಂಟಾಗಿರುವ ನಷ್ಟದ ಬಗ್ಗೆ ಸಮೀಕ್ಷೆ ನಡೆಸಲು ಅಧಿಕಾರಿಗಳಿಗೆ ಸೂಚನೆ ನೀಡುವುದಾಗಿ ಶಾಸಕ ಎ.ಎಸ್.ಪೊನ್ನಣ್ಣ ಭರವಸೆ ನೀಡಿದರು. ಕೊಡಗು ಬೆಳೆಗಾರರ ಒಕ್ಕೂಟದ ನಿಯೋಗ ಶಾಸಕರನ್ನು ಭೇಟಿ ಮಾಡಿ ಸಮಸ್ಯೆಗಳನ್ನು ವಿವರಿಸಿತು. ಬೆಳೆಗಾರರ ಹಿತ ಕಾಪಾಡಲು ಸರ್ಕಾರ ಬದ್ಧವಾಗಿದೆ ಎಂದು ಅವರು ಹೇಳಿದರು. ಕಂದಾಯ, ತೋಟಗಾರಿಕೆ ಹಾಗೂ ಕಾಫಿ ಮಂಡಳಿ ಅಧಿಕಾರಿಗಳ ಜಂಟಿ ಸಮೀಕ್ಷೆ ನಡೆಸಿ ವರದಿ ಸಲ್ಲಿಸುವಂತೆ ಸೂಚಿಸಲಾಗುವುದು. ಮುಖ್ಯಮಂತ್ರಿಗಳ ಗಮನಕ್ಕೂ ತರಲಾಗುವುದು ಎಂದು ಅವರು ತಿಳಿಸಿದರು. ಒಕ್ಕೂಟದ ಅಧ್ಯಕ್ಷರು, ಕಾರ್ಯದರ್ಶಿ ಹಾಗೂ ಪದಾಧಿಕಾರಿಗಳು ಉಪಸ್ಥಿತರಿದ್ದರು. bbox=[54, 302, 286, 352]
page-number-block bbox=[48, 48, 104, 74]
obituary-1-name: ಮಹದೇವಸ್ವಾಮಿ ನಿಧನ bbox=[676, 1094, 743, 1104]
story8-stamp: ಪ್ಲಾಸ್ಟಿಕ್ ನಿಷೇಧಿಸಿ ಪರಿಸರವನ್ನು ಕಾಪಾಡಿ bbox=[180, 1350, 292, 1363]
story7-body-col4: ಚಾಮರಾಜನಗರ, ಜ.14- ನಗರದ ಶ್ರೀ ಮುರುಘರಾಜೇಂದ್ರ ವಿದ್ಯಾಸಂಸ್ಥೆಯ ಅಭಿವೃದ್ಧಿಗೆ ತಮ್ಮ ಅನುದಾನದಿಂದ 5 ಲಕ್ಷ ರೂ. ನೀಡುವುದಾಗಿ ವಿಧಾನಪರಿಷತ್ ಸದಸ್ಯ ಮರಿತಿಬ್ಬೇಗೌಡ ಭರವಸೆ ನೀಡಿದರು. ಶಾಲಾ ವಾರ್ಷಿಕೋತ್ಸವ ಉದ್ಘಾಟಿಸಿ ಮಾತನಾಡಿದ ಅವರು, ಗ್ರಾಮೀಣ ಭಾಗದ ಮಕ್ಕಳಿಗೆ ಗುಣಮಟ್ಟದ ಶಿಕ್ಷಣ ನೀಡುವಲ್ಲಿ ಸಂಸ್ಥೆ ಮಹತ್ವದ ಪಾತ್ರ ವಹಿಸಿದೆ. ಶಿಕ್ಷಣದ ಜೊತೆಗೆ ಸಂಸ್ಕಾರ ಕಲಿಸುವುದು ಅಗತ್ಯ ಎಂದರು. ಸ್ವಾಮೀಜಿಗಳು ಸಾನ್ನಿಧ್ಯ ವಹಿಸಿದ್ದರು. ಬಳಿಕ ವಿದ್ಯಾರ್ಥಿಗಳಿಂದ ಸಾಂಸ್ಕೃತಿಕ ಕಾರ್ಯಕ್ರಮಗಳು ನಡೆದವು. ಶಿಕ್ಷಕರು, ಪೋಷಕರು ಹಾಗೂ ಗಣ್ಯರು ಉಪಸ್ಥಿತರಿದ್ದರು. bbox=[738, 892, 892, 960]
story5-body-col2: ಕುಶಾಲನಗರ, ಜ.14- ಪಟ್ಟಣದ ಬಸ್ ನಿಲ್ದಾಣದಲ್ಲಿ ಸಿಕ್ಕಿದ 30 ಸಾವಿರ ರೂ. ನಗದು ಇದ್ದ ಬ್ಯಾಗ್ ಅನ್ನು ಪೊಲೀಸರ ಸಮ್ಮುಖದಲ್ಲಿ ಮಾಲೀಕರಿಗೆ ಹಿಂದಿರುಗಿಸುವ ಮೂಲಕ ಪ್ರತಿಮಾ ಹಾಗೂ ಲಕ್ಷಿತಾ ಪ್ರಾಮಾಣಿಕತೆ ಮೆರೆದಿದ್ದಾರೆ. ಕಾಲೇಜು ವಿದ್ಯಾರ್ಥಿನಿಯರ ಈ ಕಾರ್ಯಕ್ಕೆ ಸಾರ್ವಜನಿಕರು ಹಾಗೂ ಪೊಲೀಸರು ಶ್ಲಾಘನೆ ವ್ಯಕ್ತಪಡಿಸಿದ್ದಾರೆ. bbox=[759, 625, 887, 675]
story1-headline: ಕಾಫಿ ನಷ್ಟದ ಸಮೀಕ್ಷೆಗೆ ಸೂಚನೆ ನೀಡುವೆ bbox=[54, 85, 369, 113]
col-rule bbox=[672, 1092, 673, 1382]
